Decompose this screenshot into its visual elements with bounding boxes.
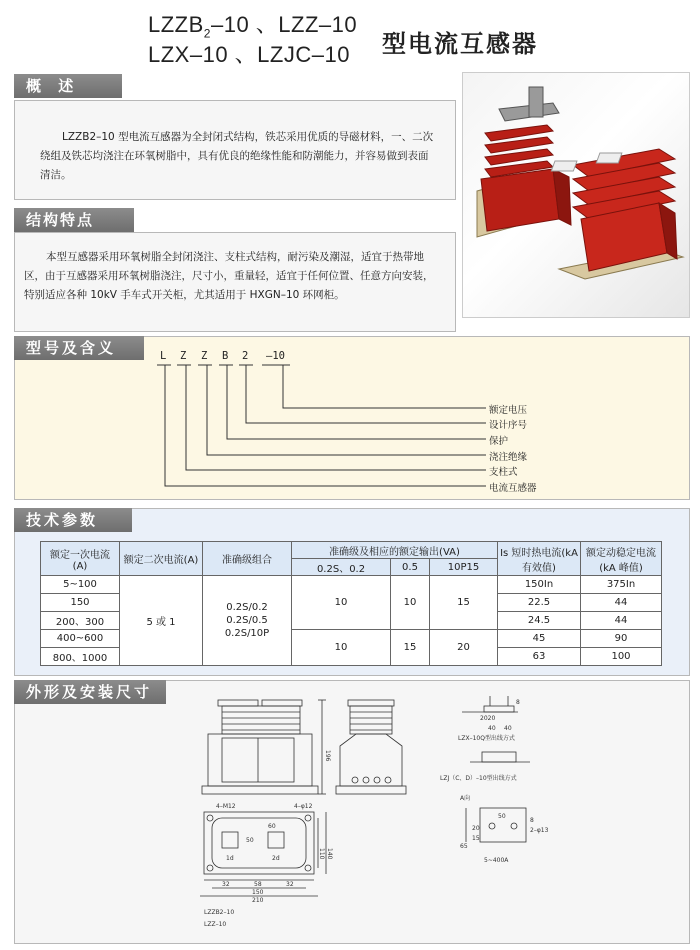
lzx-dim-1: 8: [516, 699, 520, 706]
cell-dynamic: 90: [581, 630, 662, 648]
caption-main-1: LZZ–10: [204, 921, 227, 928]
model-meaning-5: 电流互感器: [489, 483, 537, 494]
lzx-dim-3: 40: [504, 725, 512, 732]
cell-primary: 200、300: [41, 612, 120, 630]
dim-plan-6: 150: [252, 889, 264, 896]
caption-main-0: LZZB2–10: [204, 909, 235, 916]
lzj-dim-5: 65: [460, 843, 468, 850]
dim-inner-0: 1d: [226, 855, 234, 862]
header-thermal: Is 短时热电流(kA 有效值): [498, 542, 581, 576]
model-heading: 型号及含义: [14, 336, 144, 360]
header-sub-2: 10P15: [429, 559, 497, 576]
dimensions-heading: 外形及安装尺寸: [14, 680, 166, 704]
overview-heading: 概 述: [14, 74, 122, 98]
header-dynamic: 额定动稳定电流(kA 峰值): [581, 542, 662, 576]
cell-thermal: 22.5: [498, 594, 581, 612]
cell-thermal: 45: [498, 630, 581, 648]
cell-secondary: 5 或 1: [120, 576, 203, 666]
dim-height: 196: [324, 750, 331, 762]
title-line1-sub: 2: [203, 26, 211, 41]
cell-dynamic: 44: [581, 594, 662, 612]
cell-thermal: 63: [498, 648, 581, 666]
dim-hole: 4–φ12: [294, 803, 313, 810]
model-letter-3: B: [222, 350, 229, 362]
lzj-caption: LZJ（C、D）–10型出线方式: [440, 775, 517, 782]
cell-primary: 400~600: [41, 630, 120, 648]
cell-primary: 5~100: [41, 576, 120, 594]
model-letter-4: 2: [242, 350, 249, 362]
lzj-dim-0: A向: [460, 795, 471, 802]
dim-bolt: 4–M12: [216, 803, 236, 810]
model-meaning-0: 额定电压: [489, 405, 528, 416]
dim-plan-3: 32: [222, 881, 230, 888]
cell-thermal: 150In: [498, 576, 581, 594]
model-letter-1: Z: [180, 350, 187, 362]
title-line2: LZX–10 、LZJC–10: [148, 42, 350, 67]
dim-inner-1: 2d: [272, 855, 280, 862]
dim-plan-4: 58: [254, 881, 262, 888]
dim-inner-2: 50: [246, 837, 254, 844]
cell-output: 10: [292, 630, 391, 666]
structure-text: 本型互感器采用环氧树脂全封闭浇注、支柱式结构，耐污染及潮湿，适宜于热带地区，由于互感器采用环氧树脂浇注，尺寸小，重量轻，适宜于任何位置、任意方向安装，特别适应各种 10kV 手车式开关柜，尤其适用于 HXGN–10 环网柜。: [24, 251, 434, 301]
model-letter-0: L: [160, 350, 167, 362]
accuracy-value: 0.2S/0.2: [226, 602, 268, 613]
structure-heading: 结构特点: [14, 208, 134, 232]
cell-output: 10: [292, 576, 391, 630]
title-line1-b: –10 、LZZ–10: [210, 12, 358, 37]
header-secondary: 额定二次电流(A): [120, 542, 203, 576]
lzx-caption: LZX–10Q型出线方式: [458, 735, 515, 742]
header-output: 准确级及相应的额定输出(VA): [292, 542, 498, 559]
cell-primary: 800、1000: [41, 648, 120, 666]
lzx-dim-0: 2020: [480, 715, 496, 722]
lzj-dim-3: 15: [472, 835, 480, 842]
overview-text: LZZB2–10 型电流互感器为全封闭式结构，铁芯采用优质的导磁材料，一、二次绕组及铁芯均浇注在环氧树脂中，具有优良的绝缘性能和防潮能力，并容易做到表面清洁。: [40, 131, 434, 181]
dim-plan-5: 32: [286, 881, 294, 888]
cell-output: 10: [391, 576, 430, 630]
model-letter-2: Z: [201, 350, 208, 362]
lzj-dim-2: 20: [472, 825, 480, 832]
lzj-dim-4: 2–φ13: [530, 827, 549, 834]
model-meaning-1: 设计序号: [489, 420, 528, 431]
dim-plan-0: 60: [268, 823, 276, 830]
cell-output: 15: [429, 576, 497, 630]
model-letter-5: –10: [266, 350, 285, 362]
lzj-dim-1: 50: [498, 813, 506, 820]
header-sub-1: 0.5: [391, 559, 430, 576]
accuracy-value: 0.2S/0.5: [226, 615, 268, 626]
title-cn: 型电流互感器: [382, 31, 538, 58]
cell-dynamic: 100: [581, 648, 662, 666]
cell-output: 15: [391, 630, 430, 666]
header-accuracy: 准确级组合: [203, 542, 292, 576]
accuracy-value: 0.2S/10P: [224, 628, 270, 639]
lzx-dim-2: 40: [488, 725, 496, 732]
cell-thermal: 24.5: [498, 612, 581, 630]
dim-plan-7: 210: [252, 897, 264, 904]
params-heading: 技术参数: [14, 508, 132, 532]
cell-primary: 150: [41, 594, 120, 612]
lzj-range: 5~400A: [484, 857, 509, 864]
title-line1-a: LZZB: [148, 12, 204, 37]
model-meaning-4: 支柱式: [489, 467, 518, 478]
dim-plan-2: 140: [326, 848, 333, 860]
model-meaning-2: 保护: [489, 436, 509, 447]
model-meaning-3: 浇注绝缘: [489, 452, 528, 463]
header-primary: 额定一次电流(A): [41, 542, 120, 576]
cell-dynamic: 375In: [581, 576, 662, 594]
header-sub-0: 0.2S、0.2: [292, 559, 391, 576]
cell-dynamic: 44: [581, 612, 662, 630]
cell-output: 20: [429, 630, 497, 666]
lzj-dim-6: 8: [530, 817, 534, 824]
dim-plan-1: 110: [318, 848, 325, 860]
